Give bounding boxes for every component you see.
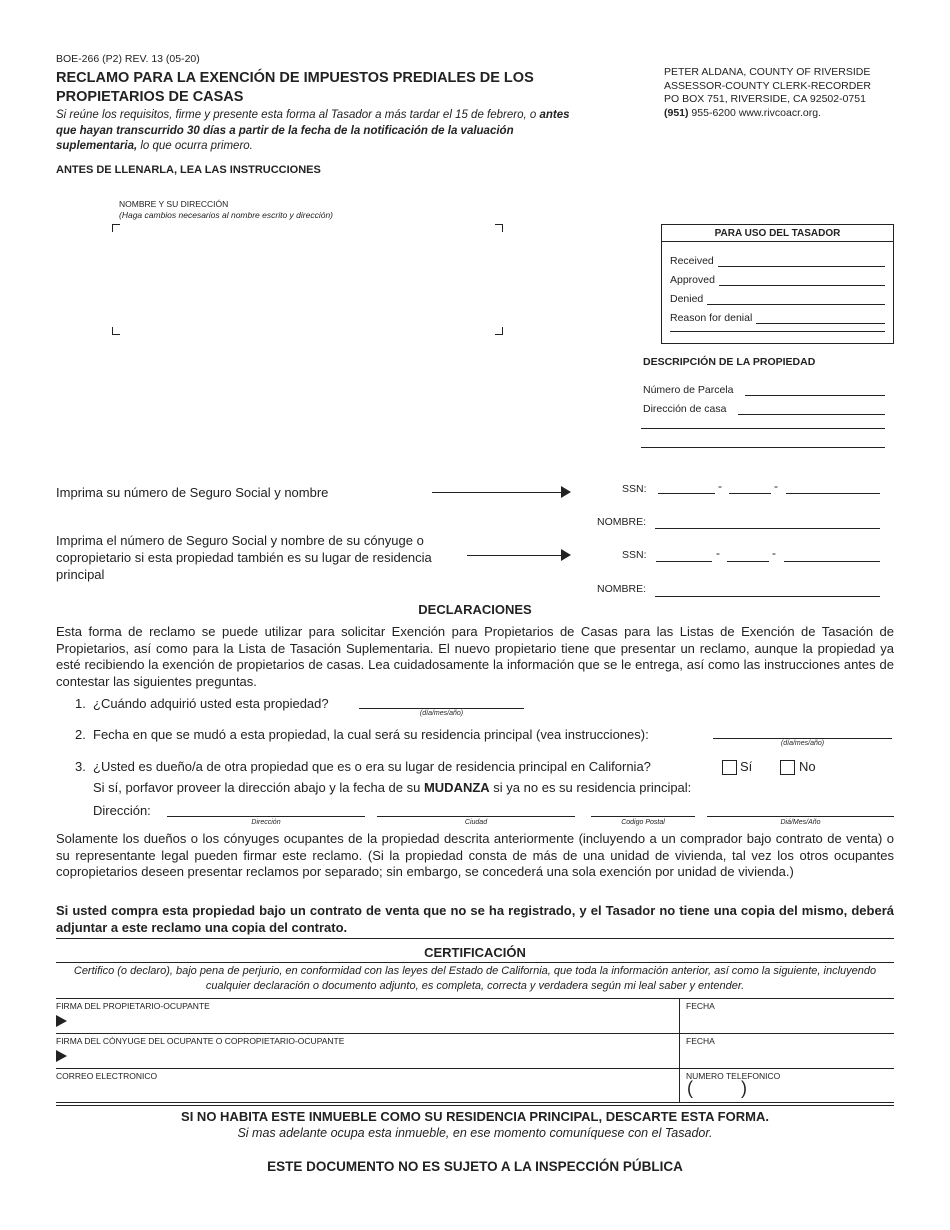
county-line1: PETER ALDANA, COUNTY OF RIVERSIDE [664,66,871,78]
ssn-owner-part1[interactable] [658,493,715,494]
question-number: 1. [75,696,86,711]
question-followup [93,780,691,795]
name-address-title: NOMBRE Y SU DIRECCIÓN [119,199,229,209]
phone-label: NUMERO TELEFONICO [686,1071,781,1081]
parcel-label: Número de Parcela [643,384,734,396]
move-out-date-field[interactable] [707,816,894,817]
phone-field[interactable] [697,1082,887,1100]
signature-grid-divider [679,998,680,1103]
signature-grid-rule [56,1102,894,1103]
intro-text-bold: antes que hayan transcurrido 30 días a partir de la fecha de la notificación de la valuación suplementaria, [56,109,570,152]
later-occupancy-notice: Si mas adelante ocupa esta inmueble, en ese momento comuníquese con el Tasador. [237,1126,713,1140]
reason-field-line2[interactable] [670,331,885,332]
filing-instructions [56,108,586,155]
form-id: BOE-266 (P2) REV. 13 (05-20) [56,53,200,65]
move-out-date-hint: Diá/Mes/Año [780,819,821,826]
certification-top-rule [56,938,894,939]
county-line3: PO BOX 751, RIVERSIDE, CA 92502-0751 [664,93,866,105]
declarations-title: DECLARACIONES [418,602,532,617]
ssn-label: SSN: [622,549,647,561]
form-title-line2: PROPIETARIOS DE CASAS [56,89,244,105]
intro-text-2: lo que ocurra primero. [137,140,253,152]
home-address-line2[interactable] [641,428,885,429]
certification-text: Certifico (o declaro), bajo pena de perjurio, en conformidad con las leyes del Estado de California, que toda la información anterior, así como la siguiente, incluyendo cualquier declaración o documento adjunto, es completa, correcta y verdadera según mi leal saber y entender. [73,965,877,992]
address-corner-mark [112,224,120,232]
reason-field[interactable] [756,314,885,324]
ssn-dash: - [718,479,722,493]
name-label: NOMBRE: [597,583,647,595]
followup-text-2: si ya no es su residencia principal: [489,780,692,795]
address-label: Dirección: [93,803,151,818]
received-row [670,255,885,267]
ssn-question-owner: Imprima su número de Seguro Social y nombre [56,485,329,500]
date-hint: (día/mes/año) [419,710,464,717]
ssn-dash: - [716,546,720,560]
ssn-owner-part3[interactable] [786,493,880,494]
ssn-label: SSN: [622,483,647,495]
signature-grid-rule [56,998,894,999]
approved-label: Approved [670,274,715,286]
parcel-number-field[interactable] [745,386,885,396]
other-address-zip-field[interactable] [591,816,695,817]
sign-here-arrow-icon [56,1015,67,1027]
owner-name-field[interactable] [655,528,880,529]
followup-text-1: Si sí, porfavor proveer la dirección abajo y la fecha de su [93,780,424,795]
yes-checkbox[interactable] [722,760,737,775]
home-address-label: Dirección de casa [643,403,727,415]
email-label: CORREO ELECTRONICO [56,1071,158,1081]
denied-row [670,293,885,305]
owners-paragraph: Solamente los dueños o los cónyuges ocupantes de la propiedad descrita anteriormente (incluyendo a un comprador bajo contrato de venta) o su representante legal pueden firmar este reclamo. (Si la propiedad consta de más de una unidad de vivienda, tal vez los otros ocupantes copropietarios deseen presentar reclamos por separado; sin embargo, se concederá una sola exención por unidad de vivienda.) [56,831,894,879]
other-address-street-field[interactable] [167,816,365,817]
intro-text-1: Si reúne los requisitos, firme y presente esta forma al Tasador a más tardar el 15 de febrero, o [56,109,540,121]
property-description-title: DESCRIPCIÓN DE LA PROPIEDAD [643,356,816,368]
owner-date-field[interactable] [686,1012,886,1032]
denied-field[interactable] [707,295,885,305]
county-phone [664,107,871,121]
read-instructions-note: ANTES DE LLENARLA, LEA LAS INSTRUCCIONES [56,164,321,176]
public-inspection-notice: ESTE DOCUMENTO NO ES SUJETO A LA INSPECCIÓN PÚBLICA [267,1159,683,1174]
home-address-field[interactable] [738,405,885,415]
signature-grid-rule [56,1068,894,1069]
city-hint: Ciudad [464,819,488,826]
contract-paragraph: Si usted compra esta propiedad bajo un contrato de venta que no se ha registrado, y el Tasador no tiene una copia del mismo, deberá adjuntar a este reclamo una copia del contrato. [56,903,894,935]
arrow-line [467,555,562,556]
address-corner-mark [112,327,120,335]
approved-row [670,274,885,286]
ssn-dash: - [772,546,776,560]
home-address-line3[interactable] [641,447,885,448]
ssn-spouse-part3[interactable] [784,561,880,562]
owner-signature-field[interactable] [70,1010,670,1032]
no-checkbox[interactable] [780,760,795,775]
form-title-line1: RECLAMO PARA LA EXENCIÓN DE IMPUESTOS PREDIALES DE LOS [56,70,534,86]
zip-hint: Codigo Postal [621,819,665,826]
phone-paren-close: ) [741,1078,747,1098]
spouse-name-field[interactable] [655,596,880,597]
phone-paren-open: ( [687,1078,693,1098]
name-address-sublabel: (Haga cambios necesarios al nombre escrito y dirección) [119,209,334,220]
question-moved-in: Fecha en que se mudó a esta propiedad, la cual será su residencia principal (vea instrucciones): [93,727,649,742]
certification-title-rule [56,962,894,963]
assessor-use-box [661,224,894,344]
county-line2: ASSESSOR-COUNTY CLERK-RECORDER [664,79,871,92]
street-hint: Dirección [251,819,281,826]
name-label: NOMBRE: [597,516,647,528]
declarations-intro: Esta forma de reclamo se puede utilizar para solicitar Exención para Propietarios de Casas para las Listas de Exención de Tasación de Propietarios, así como para la Lista de Tasación Suplementaria. El nuevo propietario tiene que presentar un reclamo, aunque la propiedad ya esté recibiendo la exención de propietarios de casas. Lea cuidadosamente la información que se le entrega, así como las instrucciones antes de contestar las siguientes preguntas. [56,624,894,689]
move-in-date-field[interactable] [713,738,892,739]
ssn-question-spouse: Imprima el número de Seguro Social y nombre de su cónyuge o copropietario si esta propiedad también es su lugar de residencia principal [56,533,432,582]
other-address-city-field[interactable] [377,816,575,817]
sign-here-arrow-icon [56,1050,67,1062]
received-field[interactable] [718,257,885,267]
question-other-property: ¿Usted es dueño/a de otra propiedad que es o era su lugar de residencia principal en California? [93,759,651,774]
no-label: No [799,759,816,774]
discard-notice: SI NO HABITA ESTE INMUEBLE COMO SU RESIDENCIA PRINCIPAL, DESCARTE ESTA FORMA. [181,1109,769,1124]
phone-rest: 955-6200 www.rivcoacr.org. [688,106,821,119]
county-info [664,66,871,120]
yes-label: Sí [740,759,753,774]
arrow-right-icon [561,549,571,561]
name-address-label [119,199,333,220]
certification-title: CERTIFICACIÓN [424,945,526,960]
owner-date-label: FECHA [686,1001,715,1011]
assessor-use-title: PARA USO DEL TASADOR [662,225,893,242]
home-address-row [643,403,885,415]
signature-grid-double-rule [56,1105,894,1106]
signature-grid-rule [56,1033,894,1034]
phone-area-code: (951) [664,106,689,119]
reason-label: Reason for denial [670,312,753,324]
followup-text-bold: MUDANZA [423,780,490,795]
spouse-date-field[interactable] [686,1047,886,1067]
ssn-owner-part2[interactable] [729,493,771,494]
arrow-line [432,492,562,493]
question-number: 3. [75,759,86,774]
owner-signature-label: FIRMA DEL PROPIETARIO-OCUPANTE [56,1001,210,1011]
acquired-date-field[interactable] [359,708,524,709]
question-acquired: ¿Cuándo adquirió usted esta propiedad? [93,696,329,711]
form-title [56,69,616,107]
ssn-spouse-part2[interactable] [727,561,769,562]
email-field[interactable] [56,1082,671,1100]
address-corner-mark [495,224,503,232]
spouse-signature-field[interactable] [70,1045,670,1067]
approved-field[interactable] [719,276,885,286]
received-label: Received [670,255,714,267]
spouse-signature-label: FIRMA DEL CÓNYUGE DEL OCUPANTE O COPROPIETARIO-OCUPANTE [56,1036,345,1046]
question-number: 2. [75,727,86,742]
reason-row [670,312,885,324]
denied-label: Denied [670,293,704,305]
date-hint: (día/mes/año) [780,740,825,747]
arrow-right-icon [561,486,571,498]
spouse-date-label: FECHA [686,1036,715,1046]
ssn-spouse-part1[interactable] [656,561,712,562]
ssn-dash: - [774,479,778,493]
address-corner-mark [495,327,503,335]
parcel-row [643,384,885,396]
